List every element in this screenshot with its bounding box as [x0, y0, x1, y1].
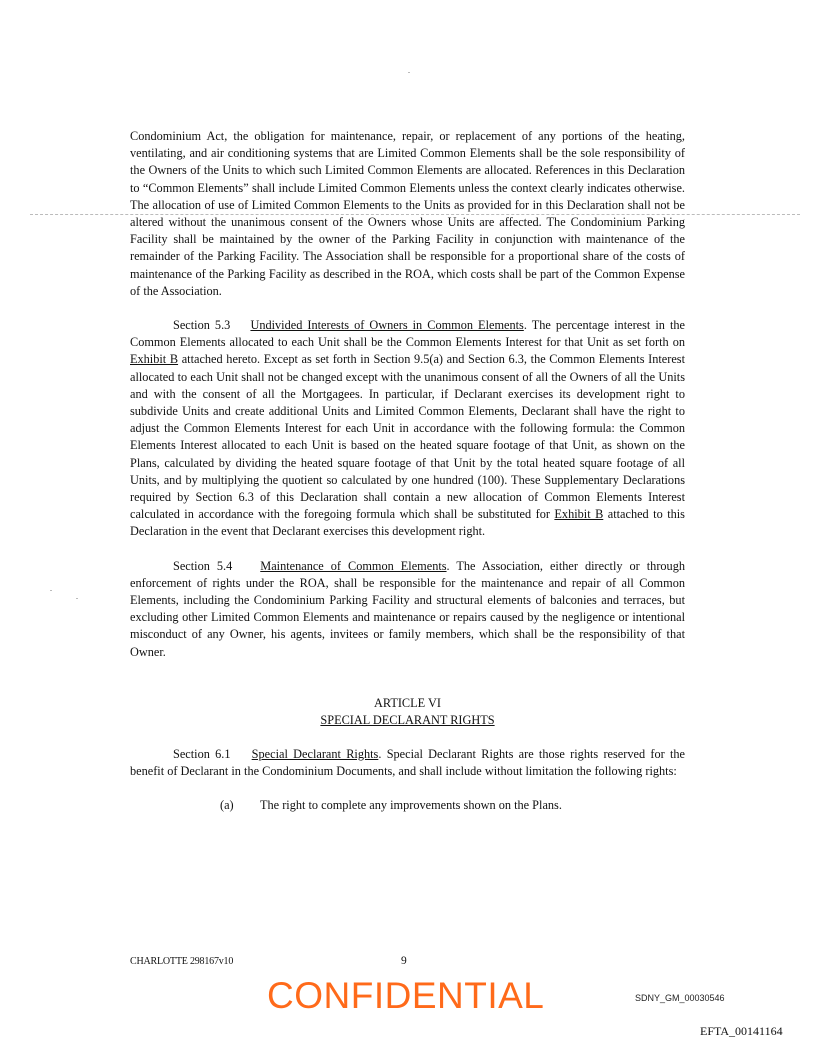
- section-text: . The percentage interest in the Common Elements allocated to each Unit shall be the Common Elements Interest for that Unit as set forth on: [130, 318, 685, 350]
- scan-speck: [408, 72, 410, 73]
- confidential-stamp: CONFIDENTIAL: [267, 975, 545, 1016]
- section-5-4: [130, 558, 685, 661]
- footer-document-id: CHARLOTTE 298167v10: [130, 956, 234, 967]
- section-number: Section 6.1: [173, 746, 231, 761]
- list-item-label: (a): [220, 798, 234, 813]
- list-item-a: [130, 797, 685, 814]
- section-number: Section 5.4: [173, 558, 233, 573]
- section-text: attached to this Declaration in the event that Declarant exercises this development right.: [130, 507, 685, 539]
- section-number: Section 5.3: [173, 318, 231, 333]
- paragraph-5-2-continuation: Condominium Act, the obligation for maintenance, repair, or replacement of any portions of the heating, ventilating, and air conditioning systems that are Limited Common Elements shall be the sole responsibility of the Owners of the Units to which such Limited Common Elements are allocated. References in this Declaration to “Common Elements” shall include Limited Common Elements unless the context clearly indicates otherwise. The allocation of use of Limited Common Elements to the Units as provided for in this Declaration shall not be altered without the unanimous consent of the Owners whose Units are affected. The Condominium Parking Facility shall be maintained by the owner of the Parking Facility in conjunction with maintenance of the remainder of the Parking Facility. The Association shall be responsible for a proportional share of the costs of maintenance of the Parking Facility as described in the ROA, which costs shall be part of the Common Expense of the Association.: [130, 129, 685, 298]
- section-5-3: [130, 317, 685, 541]
- exhibit-reference: Exhibit B: [130, 352, 179, 367]
- section-title: Undivided Interests of Owners in Common Elements: [250, 318, 524, 333]
- efta-number: EFTA_00141164: [700, 1024, 783, 1038]
- page-number: 9: [401, 955, 407, 967]
- section-title: Maintenance of Common Elements: [260, 558, 447, 573]
- section-6-1: [130, 746, 685, 780]
- section-text: attached hereto. Except as set forth in Section 9.5(a) and Section 6.3, the Common Elements Interest allocated to each Unit shall not be changed except with the unanimous consent of all the Owners of all the Units and with the consent of all the Mortgagees. In particular, if Declarant exercises its development right to subdivide Units and create additional Units and Limited Common Elements, Declarant shall have the right to adjust the Common Elements Interest for each Unit in accordance with the following formula: the Common Elements Interest allocated to each Unit is based on the heated square footage of that Unit, as shown on the Plans, calculated by dividing the heated square footage of that Unit by the total heated square footage of all Units, and by multiplying the quotient so calculated by one hundred (100). These Supplementary Declarations required by Section 6.3 of this Declaration shall contain a new allocation of Common Elements Interest calculated in accordance with the foregoing formula which shall be substituted for: [130, 352, 686, 522]
- article-heading: [130, 695, 685, 729]
- scan-speck: [50, 590, 52, 591]
- section-title: Special Declarant Rights: [251, 746, 379, 761]
- exhibit-reference: Exhibit B: [554, 507, 604, 522]
- section-text: . The Association, either directly or through enforcement of rights under the ROA, shall be responsible for the maintenance and repair of all Common Elements, including the Condominium Parking Facility and structural elements of balconies and terraces, but excluding other Limited Common Elements and maintenance or repairs caused by the negligence or intentional misconduct of any Owner, his agents, invitees or family members, which shall be the responsibility of that Owner.: [130, 558, 686, 659]
- article-title: SPECIAL DECLARANT RIGHTS: [320, 712, 495, 727]
- list-item-text: The right to complete any improvements shown on the Plans.: [260, 798, 562, 813]
- document-body: [130, 128, 685, 832]
- section-text: . Special Declarant Rights are those rights reserved for the benefit of Declarant in the Condominium Documents, and shall include without limitation the following rights:: [130, 746, 686, 779]
- bates-number: SDNY_GM_00030546: [635, 993, 725, 1003]
- scan-speck: [76, 598, 78, 599]
- article-number: ARTICLE VI: [373, 695, 441, 710]
